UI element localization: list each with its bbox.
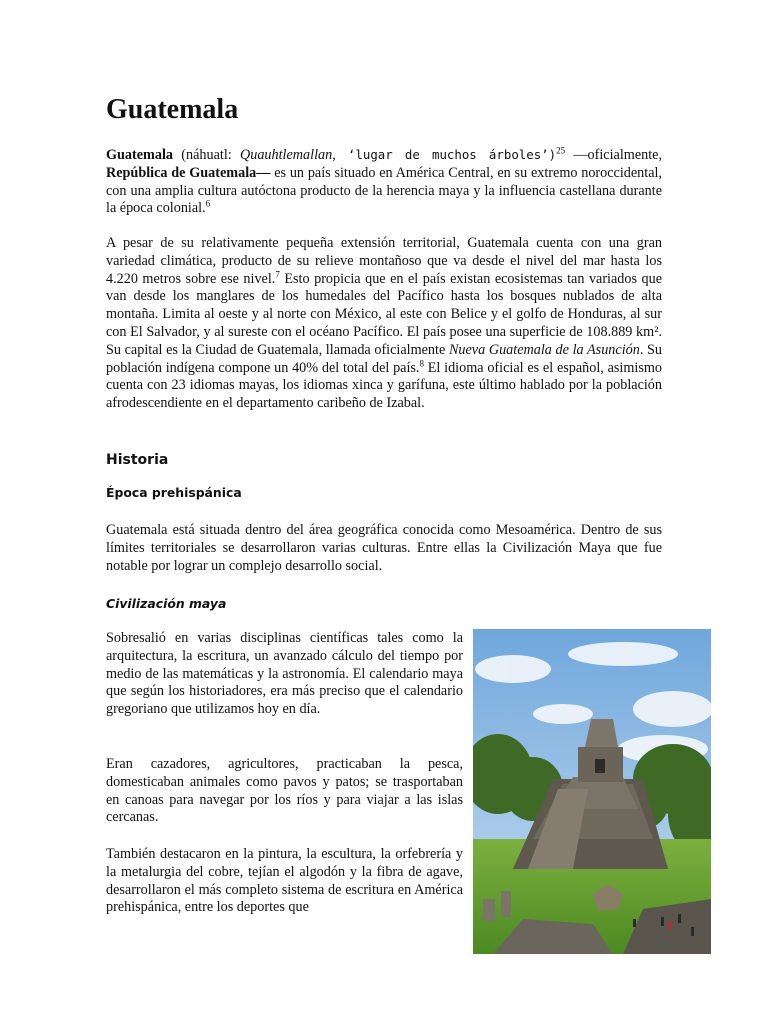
page-title: Guatemala [106,94,239,125]
maya-paragraph-3: También destacaron en la pintura, la escultura, la orfebrería y la metalurgia del cobre, tejían el algodón y la fibra de agave, desarrollaron el más completo sistema de escritura en América prehispánica, entre los deportes que [106,846,463,916]
intro-paragraph: Guatemala (náhuatl: Quauhtlemallan, ‘lugar de muchos árboles’)$^{25}$ —oficialmente, República de Guatemala— es un país situado en América Central, en su extremo noroccidental, con una amplia cultura autóctona producto de la herencia maya y la influencia castellana durante la época colonial.$^6$ [106,145,662,217]
section-heading-historia: Historia [106,452,169,468]
maya-paragraph-2: Eran cazadores, agricultores, practicaban la pesca, domesticaban animales como pavos y patos; se trasportaban en canoas para navegar por los ríos y para viajar a las islas cercanas. [106,756,463,826]
maya-paragraph-1: Sobresalió en varias disciplinas científicas tales como la arquitectura, la escritura, un avanzado cálculo del tiempo por medio de las matemáticas y la astronomía. El calendario maya que según los historiadores, era más preciso que el calendario gregoriano que utilizamos hoy en día. [106,630,463,718]
subheading-civilizacion-maya: Civilización maya [106,596,227,611]
reference-link[interactable]: 25 [556,145,566,156]
geography-paragraph: A pesar de su relativamente pequeña extensión territorial, Guatemala cuenta con una gran variedad climática, producto de su relieve montañoso que va desde el nivel del mar hasta los 4.220 metros sobre ese nivel.$^7$ Esto propicia que en el país existan ecosistemas tan variados que van desde los manglares de los humedales del Pacífico hasta los bosques nublados de alta montaña. Limita al oeste y al norte con México, al este con Belice y el golfo de Honduras, al sur con El Salvador, y al sureste con el océano Pacífico. El país posee una superficie de 108.889 km². Su capital es la Ciudad de Guatemala, llamada oficialmente Nueva Guatemala de la Asunción. Su población indígena compone un 40% del total del país.$^8$ El idioma oficial es el español, asimismo cuenta con 23 idiomas mayas, los idiomas xinca y garífuna, este último hablado por la población afrodescendiente en el departamento caribeño de Izabal. [106,235,663,412]
country-name: Guatemala [106,147,173,163]
reference-link[interactable]: 8 [419,357,424,368]
capital-official-name: Nueva Guatemala de la Asunción [448,341,640,358]
reference-link[interactable]: 7 [275,268,280,279]
official-name: República de Guatemala— [106,164,271,181]
native-name: Quauhtlemallan, [239,147,336,163]
subheading-epoca-prehispanica: Época prehispánica [106,485,242,500]
epoca-paragraph: Guatemala está situada dentro del área geográfica conocida como Mesoamérica. Dentro de sus límites territoriales se desarrollaron varias culturas. Entre ellas la Civilización Maya que fue notable por lograr un complejo desarrollo social. [106,522,662,574]
reference-link[interactable]: 6 [205,198,211,209]
maya-temple-photo [473,629,711,954]
